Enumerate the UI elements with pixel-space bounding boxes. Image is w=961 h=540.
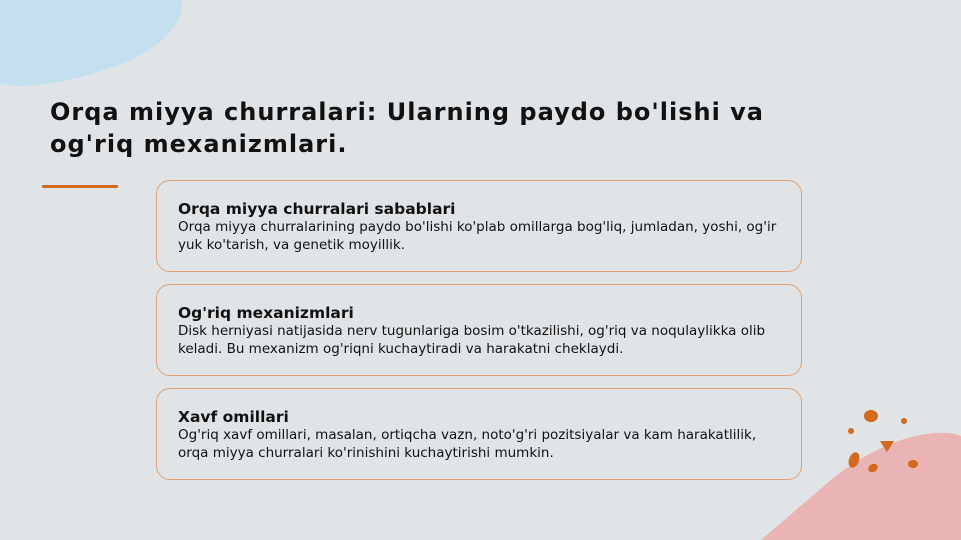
card-body: Og'riq xavf omillari, masalan, ortiqcha vazn, noto'g'ri pozitsiyalar va kam harakatlilik, orqa miyya churralari ko'rinishini kuchaytirishi mumkin. xyxy=(178,427,757,461)
info-card-causes xyxy=(156,180,802,272)
card-heading: Orqa miyya churralari sabablari xyxy=(178,200,456,218)
decorative-blue-blob xyxy=(0,0,200,100)
card-heading: Xavf omillari xyxy=(178,408,289,426)
card-body: Disk herniyasi natijasida nerv tugunlariga bosim o'tkazilishi, og'riq va noqulaylikka olib keladi. Bu mexanizm og'riqni kuchaytiradi va harakatni cheklaydi. xyxy=(178,323,766,357)
page-title: Orqa miyya churralari: Ularning paydo bo'lishi va og'riq mexanizmlari. xyxy=(50,98,764,158)
title-accent-underline xyxy=(42,185,118,188)
card-body: Orqa miyya churralarining paydo bo'lishi ko'plab omillarga bog'liq, jumladan, yoshi, og'ir yuk ko'tarish, va genetik moyillik. xyxy=(178,219,777,253)
info-card-pain-mechanisms xyxy=(156,284,802,376)
card-heading: Og'riq mexanizmlari xyxy=(178,304,354,322)
decorative-paint-splatter xyxy=(840,400,930,480)
info-card-risk-factors xyxy=(156,388,802,480)
